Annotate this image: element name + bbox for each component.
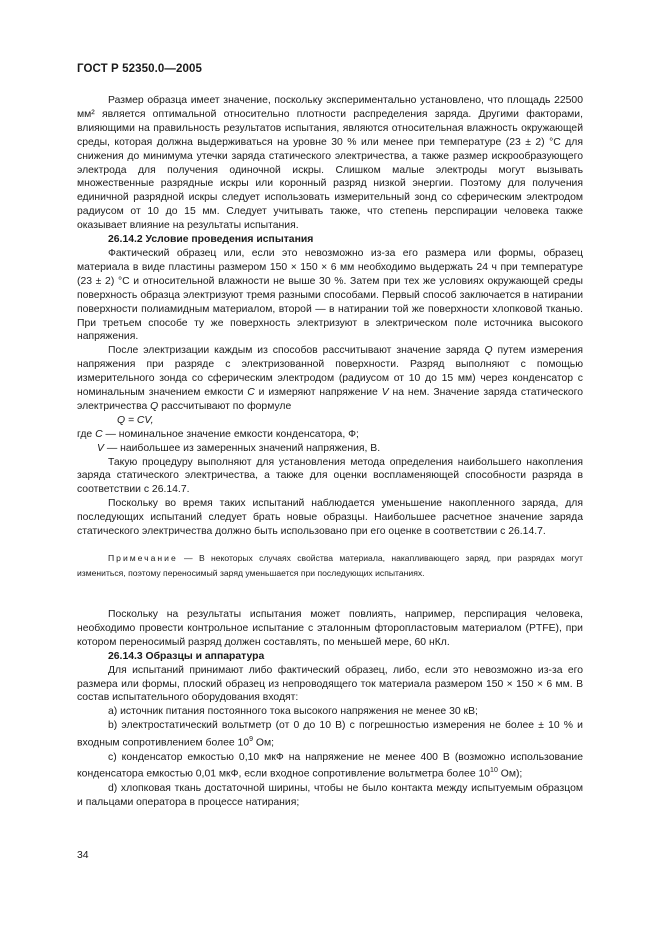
paragraph-procedure: Такую процедуру выполняют для установления метода определения наибольшего накопления заряда статического электричества, а также для оценки воспламеняющей способности разряда в соответствии с 26.14.7. — [77, 456, 583, 496]
where-line-c — [77, 428, 583, 442]
section-heading-26-14-3: 26.14.3 Образцы и аппаратура — [108, 650, 265, 662]
note — [77, 551, 583, 580]
paragraph-sample-size: Размер образца имеет значение, поскольку экспериментально установлено, что площадь 22500 мм² является оптимальной относительно плотности распределения заряда. Другими факторами, влияющими на правильность результатов испытания, являются относительная влажность окружающей среды, которая должна выдерживаться на уровне 30 % или менее при температуре (23 ± 2) °С для снижения до минимума утечки заряда статического электричества, а также размер искрообразующего электрода для получения одиночной искры. Слишком малые электроды могут вызывать множественные разрядные искры или коронный разряд низкой энергии. Поэтому для получения единичной разрядной искры следует использовать измерительный зонд со сферическим электродом радиусом от 10 до 15 мм. Следует учитывать также, что степень перспирации человека также оказывает влияние на результаты испытания. — [77, 95, 583, 232]
paragraph-new-samples: Поскольку во время таких испытаний наблюдается уменьшение накопленного заряда, для последующих испытаний следует брать новые образцы. Наибольшее расчетное значение заряда статического электричества должно быть использовано при его оценке в соответствии с 26.14.7. — [77, 498, 583, 538]
list-item-b — [77, 719, 583, 750]
variable-v: V — [381, 387, 389, 399]
note-label: Примечание — [108, 553, 178, 563]
text-run: — наибольшее из замеренных значений напряжения, В. — [103, 442, 381, 454]
text-run: Ом); — [497, 768, 523, 780]
formula-q-cv: Q = CV, — [117, 414, 154, 426]
list-item-c — [77, 751, 583, 782]
paragraph-control-test: Поскольку на результаты испытания может повлиять, например, перспирация человека, необходимо провести контрольное испытание с эталонным фторопластовым материалом (PTFE), при котором переносимый разряд должен составлять, по меньшей мере, 60 нКл. — [77, 609, 583, 648]
page-header-title: ГОСТ Р 52350.0—2005 — [77, 63, 202, 75]
text-run: на нем. Значение заряда статического электричества — [77, 387, 583, 412]
list-item-d: d) хлопковая ткань достаточной ширины, чтобы не было контакта между испытуемым образцом и пальцами оператора в процессе натирания; — [77, 782, 583, 808]
variable-q: Q — [150, 400, 159, 412]
text-run: Ом; — [253, 737, 275, 749]
text-run: и измеряют напряжение — [254, 387, 382, 399]
exponent: 9 — [249, 736, 254, 744]
page-number: 34 — [77, 850, 89, 861]
where-line-v — [77, 442, 583, 456]
text-run: — номинальное значение емкости конденсатора, Ф; — [102, 428, 359, 440]
text-run: c) конденсатор емкостью 0,10 мкФ на напряжение не менее 400 В (возможно использование конденсатора емкостью 0,01 мкФ, если входное сопротивление вольтметра более 10 — [77, 751, 583, 780]
section-heading-26-14-2: 26.14.2 Условие проведения испытания — [108, 234, 314, 246]
note-text: — В некоторых случаях свойства материала, накапливающего заряд, при разрядах могут измениться, поэтому переносимый заряд уменьшается при последующих испытаниях. — [77, 553, 583, 578]
text-run: После электризации каждым из способов рассчитывают значение заряда — [108, 345, 485, 357]
paragraph-charge-calculation — [77, 344, 583, 414]
variable-c: С — [247, 387, 255, 399]
variable-c: С — [95, 428, 103, 440]
list-item-a: a) источник питания постоянного тока высокого напряжения не менее 30 кВ; — [108, 706, 478, 718]
text-run: рассчитывают по формуле — [158, 400, 292, 412]
text-run: b) электростатический вольтметр (от 0 до 10 В) с погрешностью измерения не более ± 10 % и входным сопротивлением более 10 — [77, 720, 583, 749]
paragraph-test-conditions: Фактический образец или, если это невозможно из-за его размера или формы, образец материала в виде пластины размером 150 × 150 × 6 мм необходимо выдержать 24 ч при температуре (23 ± 2) °С и относительной влажности не выше 30 %. Затем при тех же условиях окружающей среды поверхность образца электризуют тремя разными способами. Первый способ заключается в натирании поверхности полиамидным материалом, второй — в натирании той же поверхности хлопковой тканью. При третьем способе ту же поверхность электризуют в электрическом поле источника высокого напряжения. — [77, 247, 583, 343]
variable-v: V — [97, 442, 104, 454]
text-run: где — [77, 428, 96, 440]
paragraph-samples-equipment: Для испытаний принимают либо фактический образец, либо, если это невозможно из-за его размера или формы, плоский образец из непроводящего ток материала размером 150 × 150 × 6 мм. В состав испытательного оборудования входят: — [77, 664, 583, 704]
exponent: 10 — [490, 767, 498, 775]
document-body — [77, 94, 583, 810]
text-run: путем измерения напряжения при разряде с электризованной поверхности. Разряд выполняют с помощью измерительного зонда со сферическим электродом (радиусом от 10 до 15 мм) через конденсатор с номинальным значением емкости — [77, 345, 583, 399]
variable-q: Q — [484, 345, 493, 357]
